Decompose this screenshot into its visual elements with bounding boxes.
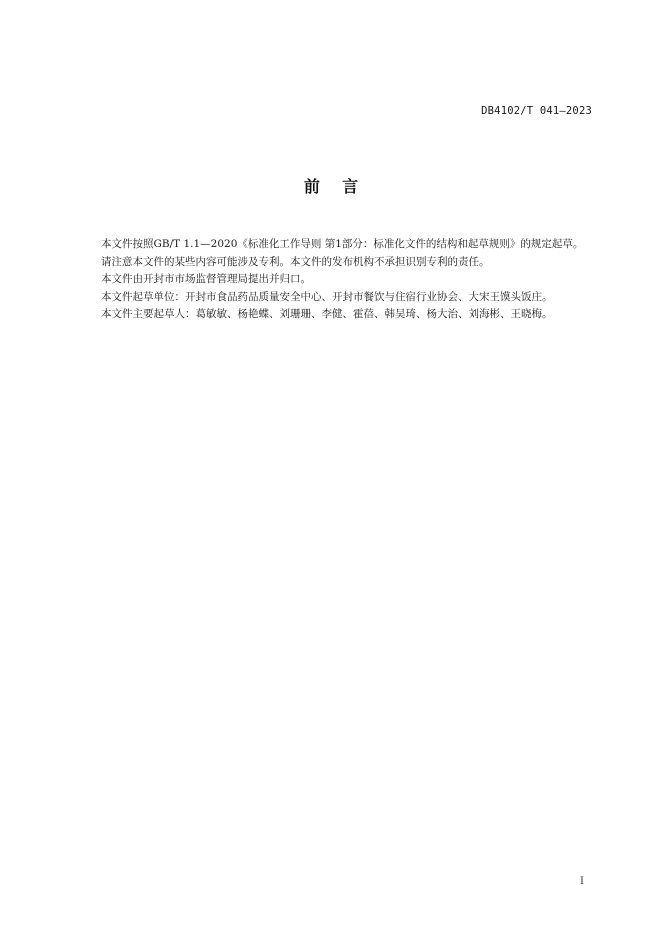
paragraph-drafting-rules: 本文件按照GB/T 1.1—2020《标准化工作导则 第1部分：标准化文件的结构和起草规则》的规定起草。 [101,238,584,250]
paragraph-proposer: 本文件由开封市市场监督管理局提出并归口。 [101,273,311,286]
paragraph-drafters: 本文件主要起草人：葛敏敏、杨艳蝶、刘珊珊、李健、霍蓓、韩吴琦、杨大治、刘海彬、王晓梅。 [101,308,553,321]
paragraph-drafting-units: 本文件起草单位：开封市食品药品质量安全中心、开封市餐饮与住宿行业协会、大宋王馍头饭庄。 [101,290,553,303]
preface-body [80,236,602,324]
page-title: 前 言 [303,177,359,196]
page-number: I [580,876,584,887]
paragraph-patent-notice: 请注意本文件的某些内容可能涉及专利。本文件的发布机构不承担识别专利的责任。 [101,255,490,268]
document-code: DB4102/T 041—2023 [481,105,592,117]
